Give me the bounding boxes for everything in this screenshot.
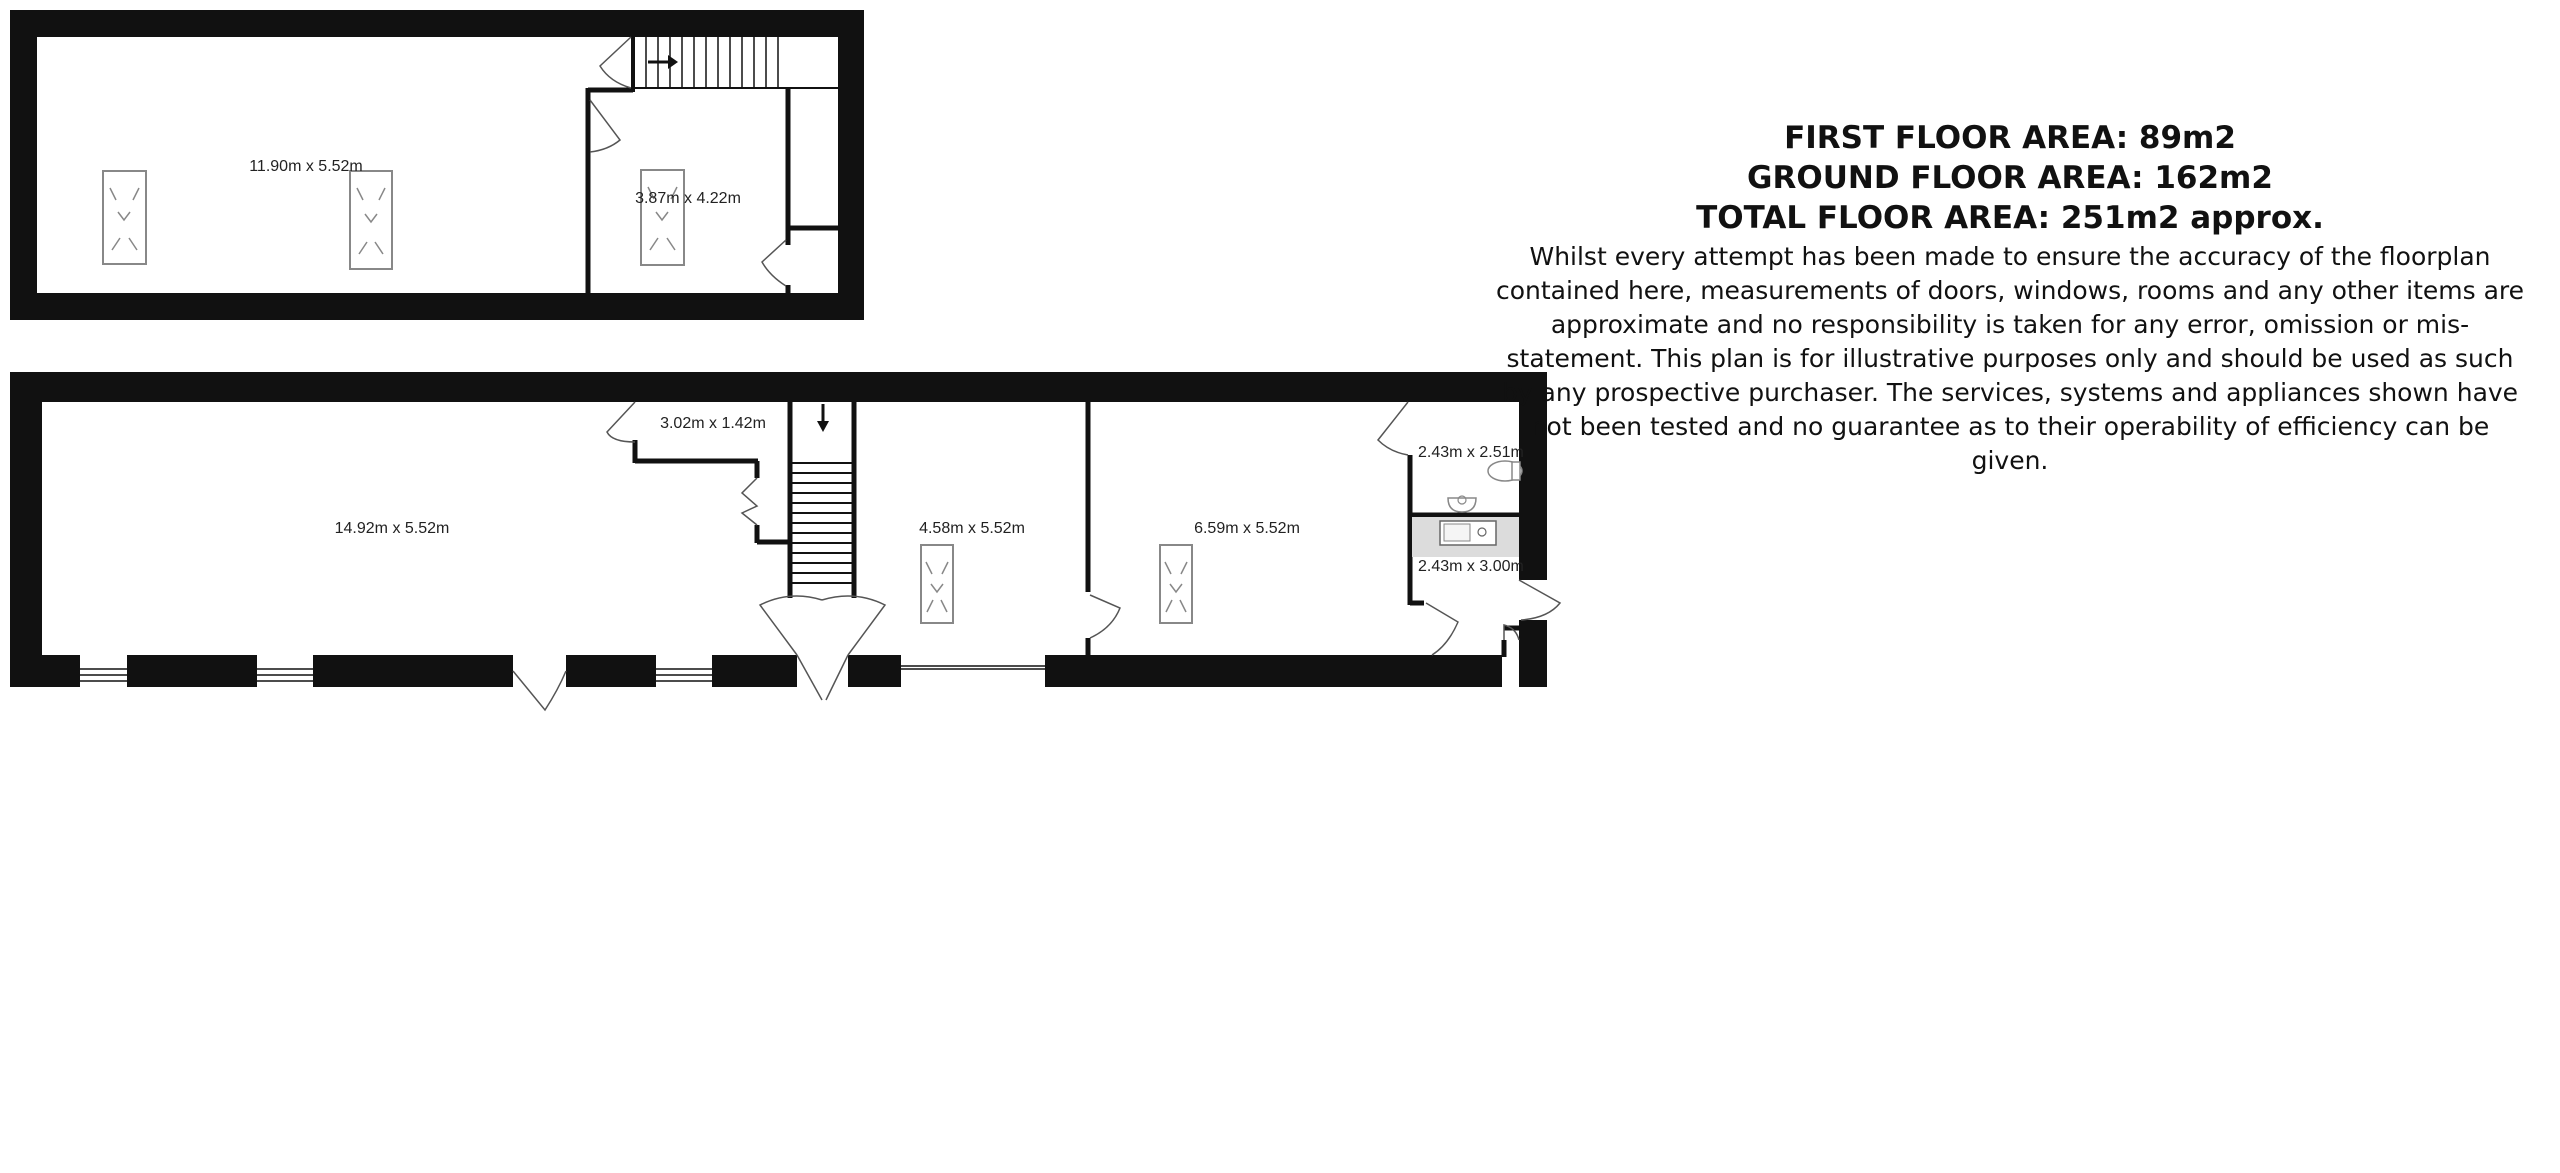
room-dimensions-label: 6.59m x 5.52m [1194, 520, 1300, 537]
stair-direction-arrow-icon [817, 404, 829, 432]
roof-window [103, 171, 146, 264]
wall [1045, 655, 1432, 687]
wall [10, 372, 1547, 402]
ground-floor-plan [10, 372, 1560, 710]
wall [712, 655, 797, 687]
door-swing [1090, 595, 1120, 638]
wall [566, 655, 656, 687]
door-swing [760, 596, 822, 655]
wall [1432, 655, 1502, 687]
door-swing [600, 37, 631, 88]
ground-floor-area: GROUND FLOOR AREA: 162m2 [1747, 160, 2273, 196]
roof-window [641, 170, 684, 265]
wall [10, 372, 42, 687]
door-swing [762, 240, 786, 286]
wall [838, 10, 864, 320]
roof-window [350, 171, 392, 269]
room-dimensions-label: 4.58m x 5.52m [919, 520, 1025, 537]
room-dimensions-label: 2.43m x 3.00m [1418, 558, 1524, 575]
room-dimensions-label: 3.87m x 4.22m [635, 190, 741, 207]
wall [313, 655, 513, 687]
first-floor-area: FIRST FLOOR AREA: 89m2 [1784, 120, 2236, 156]
door-swing [513, 671, 566, 710]
disclaimer-text: Whilst every attempt has been made to ensure the accuracy of the floorplan contained here, measurements of doors, windows, rooms and any other items are approximate and no responsibility is taken for any error, omission or mis-statement. This plan is for illustrative purposes only and should be used as such by any prospective purchaser. The services, systems and appliances shown have not been tested and no guarantee as to their operability of efficiency can be given. [1495, 242, 2525, 475]
total-floor-area: TOTAL FLOOR AREA: 251m2 approx. [1696, 200, 2324, 236]
wall [1519, 620, 1547, 687]
wall [10, 655, 80, 687]
wall [10, 10, 864, 37]
stair-direction-arrow-icon [648, 55, 678, 69]
window [901, 666, 1045, 669]
door-swing [797, 655, 822, 700]
floor-area-notes [1490, 118, 2530, 478]
door-swing [590, 100, 620, 152]
wall [10, 293, 864, 320]
door-swing [607, 402, 635, 442]
door-swing [826, 655, 848, 700]
roof-window [1160, 545, 1192, 623]
first-floor-plan [10, 10, 864, 320]
room-dimensions-label: 2.43m x 2.51m [1418, 444, 1524, 461]
floor-plan [0, 0, 1568, 720]
wall [127, 655, 257, 687]
door-swing [1519, 580, 1560, 620]
window [656, 669, 712, 681]
wall [10, 10, 37, 320]
window [257, 669, 313, 681]
door-swing [1426, 603, 1458, 655]
basin-icon [1448, 496, 1476, 512]
roof-window [921, 545, 953, 623]
bifold-door [742, 478, 757, 525]
room-dimensions-label: 11.90m x 5.52m [249, 158, 363, 175]
sink-icon [1440, 521, 1496, 545]
room-dimensions-label: 3.02m x 1.42m [660, 415, 766, 432]
wall [848, 655, 901, 687]
door-swing [822, 596, 885, 655]
staircase [790, 463, 854, 583]
window [80, 669, 127, 681]
door-swing [1378, 402, 1408, 455]
room-dimensions-label: 14.92m x 5.52m [334, 520, 450, 537]
